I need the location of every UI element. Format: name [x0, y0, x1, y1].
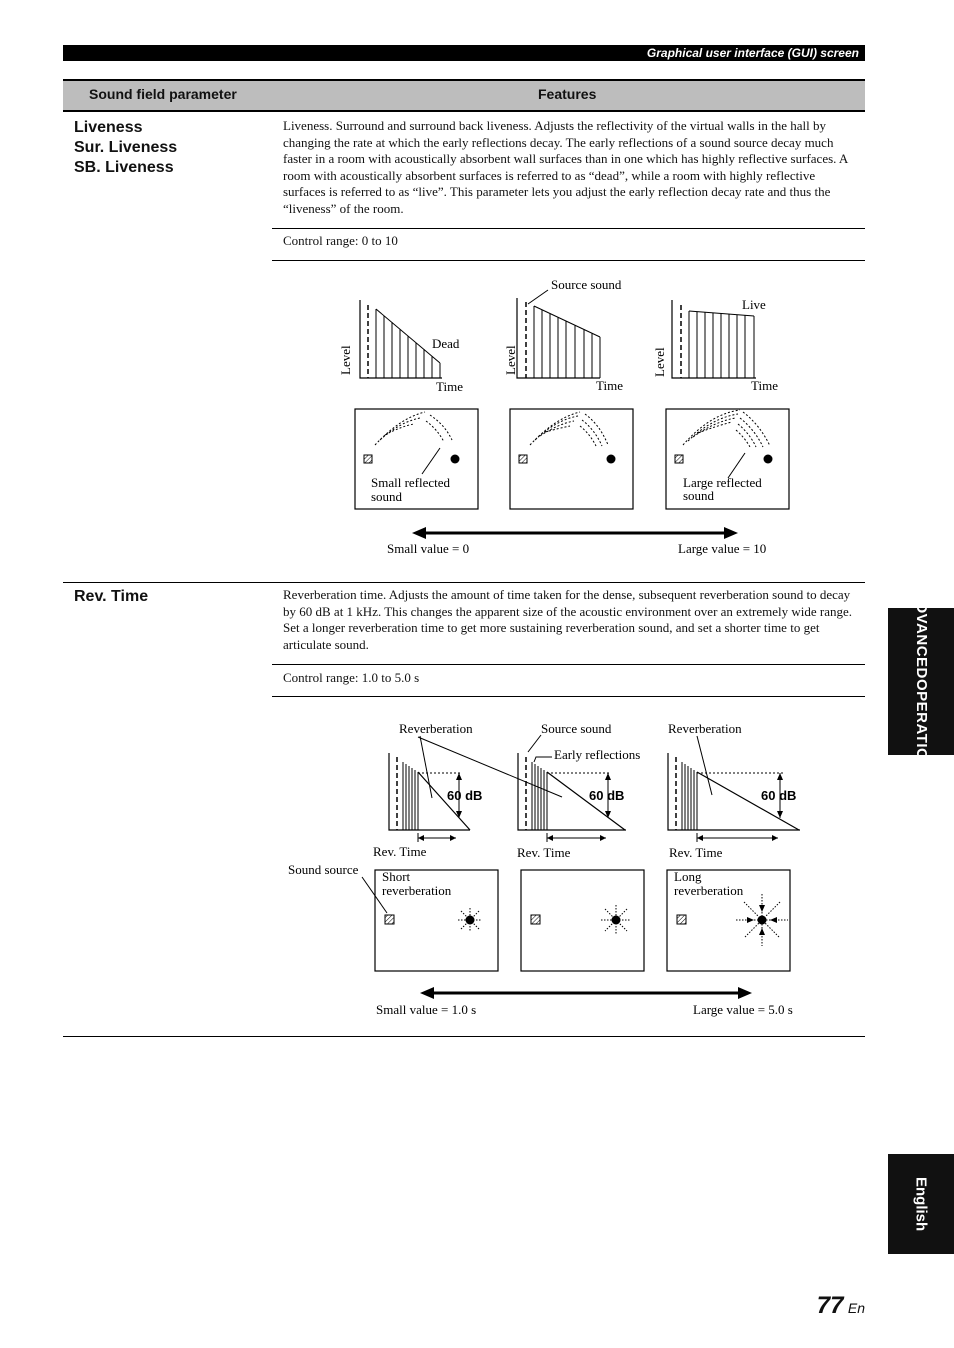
range-arrow [412, 527, 738, 539]
label-long: Long [674, 869, 702, 884]
param-rev-time: Rev. Time [74, 588, 149, 605]
label-small-value: Small value = 0 [387, 541, 470, 556]
axis-label-level: Level [503, 345, 518, 375]
label-source-sound: Source sound [541, 721, 612, 736]
divider [272, 696, 865, 697]
room-short-reverberation [375, 869, 498, 971]
listener-icon [607, 455, 616, 464]
side-tab-operation: OPERATION [913, 679, 930, 772]
axis-label-level: Level [338, 345, 353, 375]
graph-dead [338, 300, 463, 394]
graph-live [652, 297, 778, 393]
page-language: En [847, 1300, 865, 1316]
axis-label-level: Level [652, 347, 667, 377]
label-large-reflected-2: sound [683, 488, 715, 503]
divider [272, 260, 865, 261]
label-rev-time: Rev. Time [517, 845, 571, 860]
label-60db: 60 dB [589, 788, 625, 803]
rev-time-description: Reverberation time. Adjusts the amount of time taken for the dense, subsequent reverberation sound to decay by 60 dB at 1 kHz. This changes the apparent size of the acoustic environment over an extremely wide range. Set a longer reverberation time to get more sustaining reverberation sound, and set a shorter time to get articulate sound. [283, 587, 853, 652]
label-small-reflected: Small reflected [371, 475, 451, 490]
speaker-icon [677, 915, 686, 924]
side-tab-english [888, 1154, 954, 1254]
axis-label-time: Time [751, 378, 778, 393]
table-bottom-rule [63, 1036, 865, 1037]
table-header [63, 79, 865, 112]
rev-time-control-range: Control range: 1.0 to 5.0 s [283, 670, 420, 685]
side-tab-english-label: English [912, 1176, 930, 1232]
section-title: Graphical user interface (GUI) screen [646, 46, 859, 60]
column-header-parameter: Sound field parameter [89, 86, 237, 102]
label-rev-time: Rev. Time [373, 844, 427, 859]
graph-source [503, 277, 623, 393]
label-large-value: Large value = 10 [678, 541, 767, 556]
room-medium-reverberation [521, 870, 644, 971]
label-live: Live [742, 297, 766, 312]
label-rev-time: Rev. Time [669, 845, 723, 860]
row-divider [63, 582, 865, 583]
speaker-icon [531, 915, 540, 924]
speaker-icon [675, 455, 683, 463]
axis-label-time: Time [436, 379, 463, 394]
param-sur-liveness: Sur. Liveness [74, 139, 178, 156]
liveness-description: Liveness. Surround and surround back liveness. Adjusts the reflectivity of the virtual walls in the hall by changing the rate at which the early reflections decay. The early reflections of a sound source decay much faster in a room with acoustically absorbent wall surfaces than in one which has highly reflective surfaces. A room with acoustically absorbent surfaces is referred to as “dead”, while a room with highly reflective surfaces is referred to as “live”. This parameter lets you adjust the early reflection decay rate and thus the “liveness” of the room. [283, 118, 848, 216]
label-short-reverberation: reverberation [382, 883, 452, 898]
label-long-reverberation: reverberation [674, 883, 744, 898]
graph-short-reverberation [373, 721, 482, 859]
side-tab-advanced-operation [888, 591, 954, 772]
room-long-reverberation [667, 869, 790, 971]
room-medium-reflected [510, 409, 633, 509]
label-source-sound: Source sound [551, 277, 622, 292]
parameter-names-liveness [74, 118, 177, 178]
range-arrow [420, 987, 752, 999]
axis-label-time: Time [596, 378, 623, 393]
room-small-reflected [355, 409, 478, 509]
label-sound-source: Sound source [288, 862, 359, 877]
label-reverberation-long: Reverberation [668, 721, 742, 736]
page-number-value: 77 [816, 1292, 844, 1319]
section-header-bar [63, 45, 865, 61]
page-number [817, 1292, 865, 1320]
listener-icon [451, 455, 460, 464]
param-liveness: Liveness [74, 119, 143, 136]
label-reverberation-short: Reverberation [399, 721, 473, 736]
label-short: Short [382, 869, 411, 884]
label-small-reflected-2: sound [371, 489, 403, 504]
rev-time-diagram [272, 700, 865, 1030]
parameter-names-rev-time [74, 587, 148, 607]
room-large-reflected [666, 409, 789, 509]
speaker-icon [519, 455, 527, 463]
listener-icon [764, 455, 773, 464]
liveness-control-range: Control range: 0 to 10 [283, 233, 398, 248]
label-early-reflections: Early reflections [554, 747, 641, 762]
label-60db: 60 dB [447, 788, 483, 803]
speaker-icon [385, 915, 394, 924]
column-header-features: Features [538, 86, 597, 102]
liveness-diagram [272, 262, 865, 580]
divider [272, 664, 865, 665]
divider [272, 228, 865, 229]
param-sb-liveness: SB. Liveness [74, 159, 174, 176]
label-large-value: Large value = 5.0 s [693, 1002, 793, 1017]
label-dead: Dead [432, 336, 460, 351]
graph-long-reverberation [668, 721, 800, 860]
side-tab-advanced: ADVANCED [913, 591, 930, 680]
speaker-icon [364, 455, 372, 463]
label-small-value: Small value = 1.0 s [376, 1002, 477, 1017]
label-60db: 60 dB [761, 788, 797, 803]
label-large-reflected: Large reflected [683, 475, 762, 490]
